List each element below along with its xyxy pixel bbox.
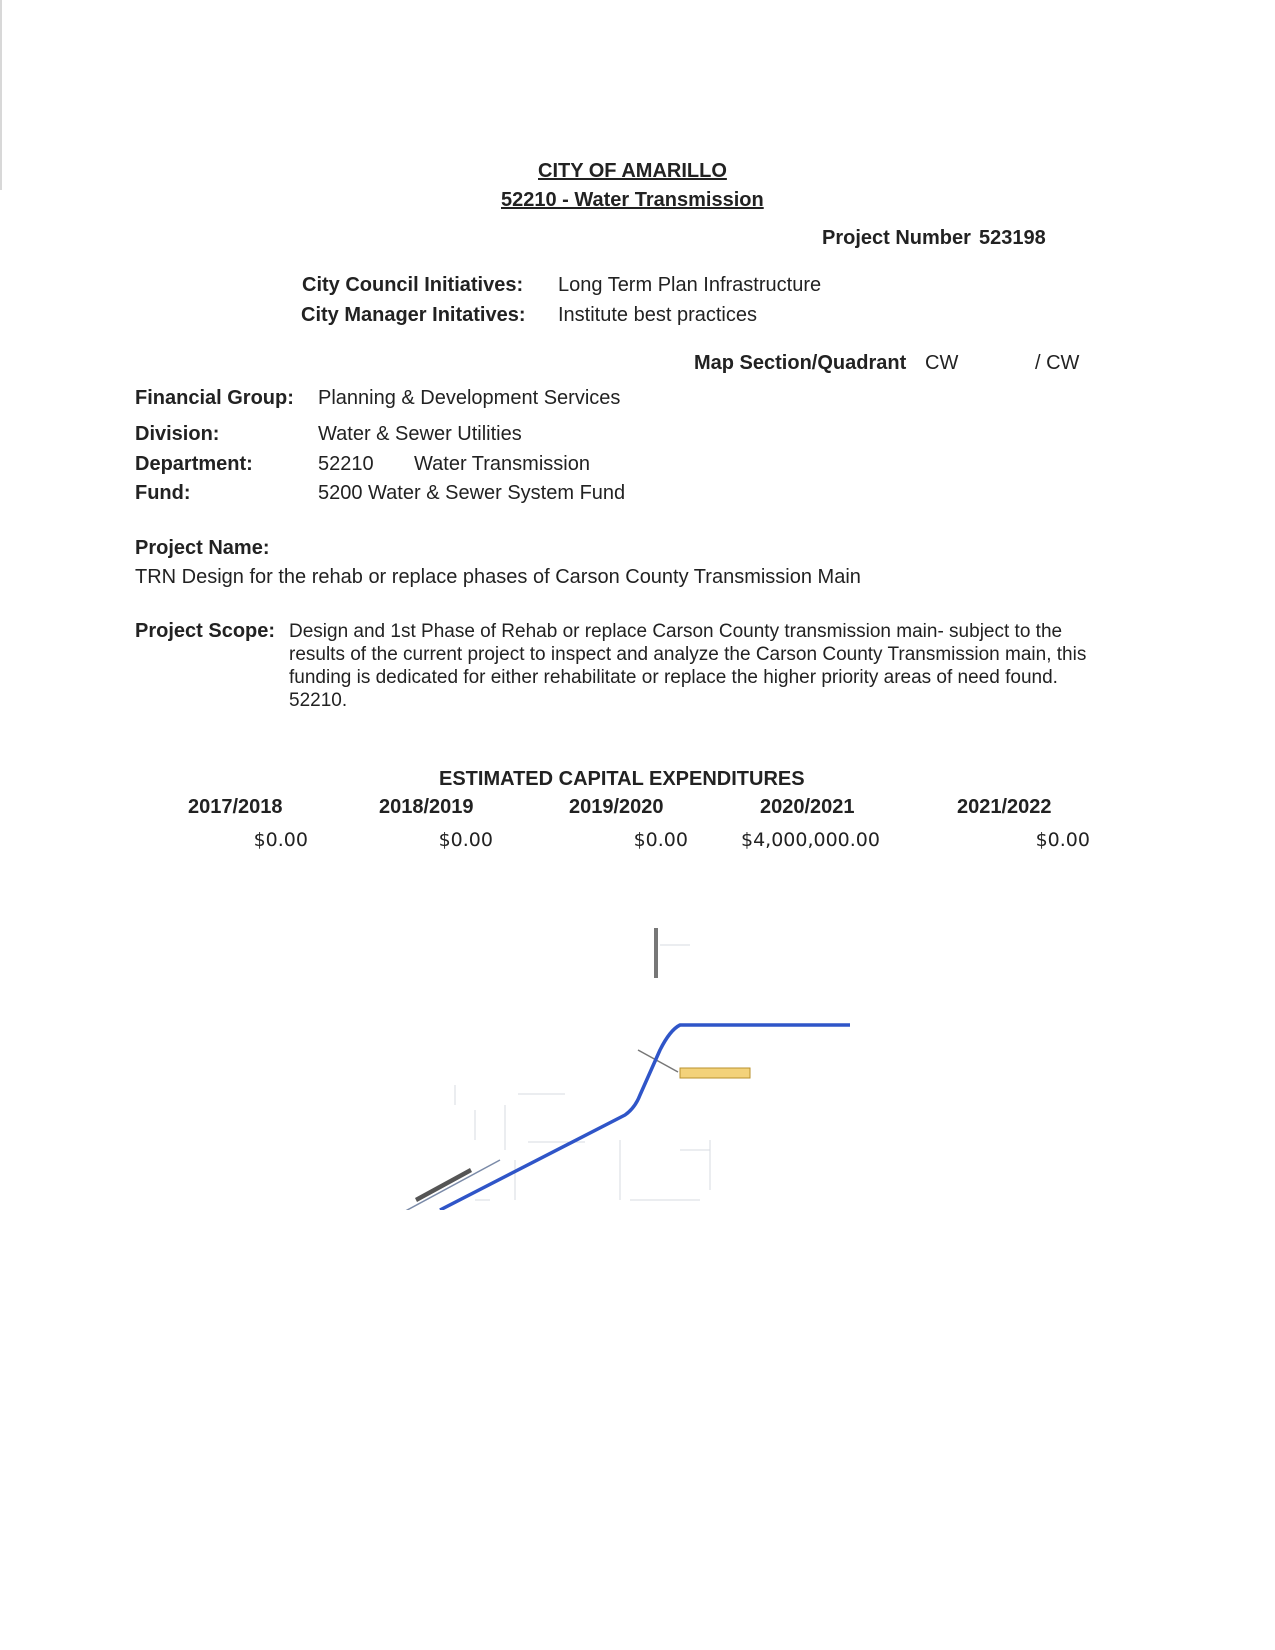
division-value: Water & Sewer Utilities [318,423,522,445]
amount-value: $0.00 [253,829,308,851]
page-edge-shadow [0,0,2,190]
department-name: Water Transmission [414,453,590,475]
page-title: CITY OF AMARILLO [538,160,727,182]
year-header: 2017/2018 [188,796,283,818]
council-initiatives-value: Long Term Plan Infrastructure [558,274,822,296]
year-header: 2020/2021 [760,796,855,818]
financial-group-value: Planning & Development Services [318,387,621,409]
fund-value: 5200 Water & Sewer System Fund [318,482,626,504]
department-label: Department: [135,453,253,475]
council-initiatives-label: City Council Initiatives: [302,274,524,296]
project-scope-label: Project Scope: [135,620,276,642]
pipeline-route [440,1025,850,1210]
division-label: Division: [135,423,220,445]
callout-label-box [680,1068,750,1078]
expenditures-heading: ESTIMATED CAPITAL EXPENDITURES [439,768,805,790]
map-background-lines [455,945,710,1200]
amount-value: $4,000,000.00 [740,829,880,851]
amount-value: $0.00 [633,829,688,851]
manager-initiatives-label: City Manager Initatives: [301,304,526,326]
project-number-value: 523198 [979,227,1046,249]
department-code: 52210 [318,453,374,475]
financial-group-label: Financial Group: [135,387,294,409]
manager-initiatives-value: Institute best practices [558,304,757,326]
amount-value: $0.00 [438,829,493,851]
project-name-value: TRN Design for the rehab or replace phases of Carson County Transmission Main [135,566,861,588]
project-scope-value: Design and 1st Phase of Rehab or replace Carson County transmission main- subject to the results of the current project to inspect and analyze the Carson County Transmission main, this funding is dedicated for either rehabilitate or replace the higher priority areas of need found. 52210. [289,621,1087,711]
project-name-label: Project Name: [135,537,270,559]
page-subtitle: 52210 - Water Transmission [501,189,764,211]
amount-value: $0.00 [1035,829,1090,851]
map-section-value: CW [925,352,959,374]
fund-label: Fund: [135,482,191,504]
project-location-map [380,910,880,1210]
road-label-vertical [654,928,658,978]
project-number-label: Project Number [822,227,971,249]
year-header: 2018/2019 [379,796,474,818]
pipeline-extension [398,1160,500,1210]
map-section-label: Map Section/Quadrant [694,352,907,374]
year-header: 2019/2020 [569,796,664,818]
map-quadrant-value: / CW [1035,352,1080,374]
year-header: 2021/2022 [957,796,1052,818]
